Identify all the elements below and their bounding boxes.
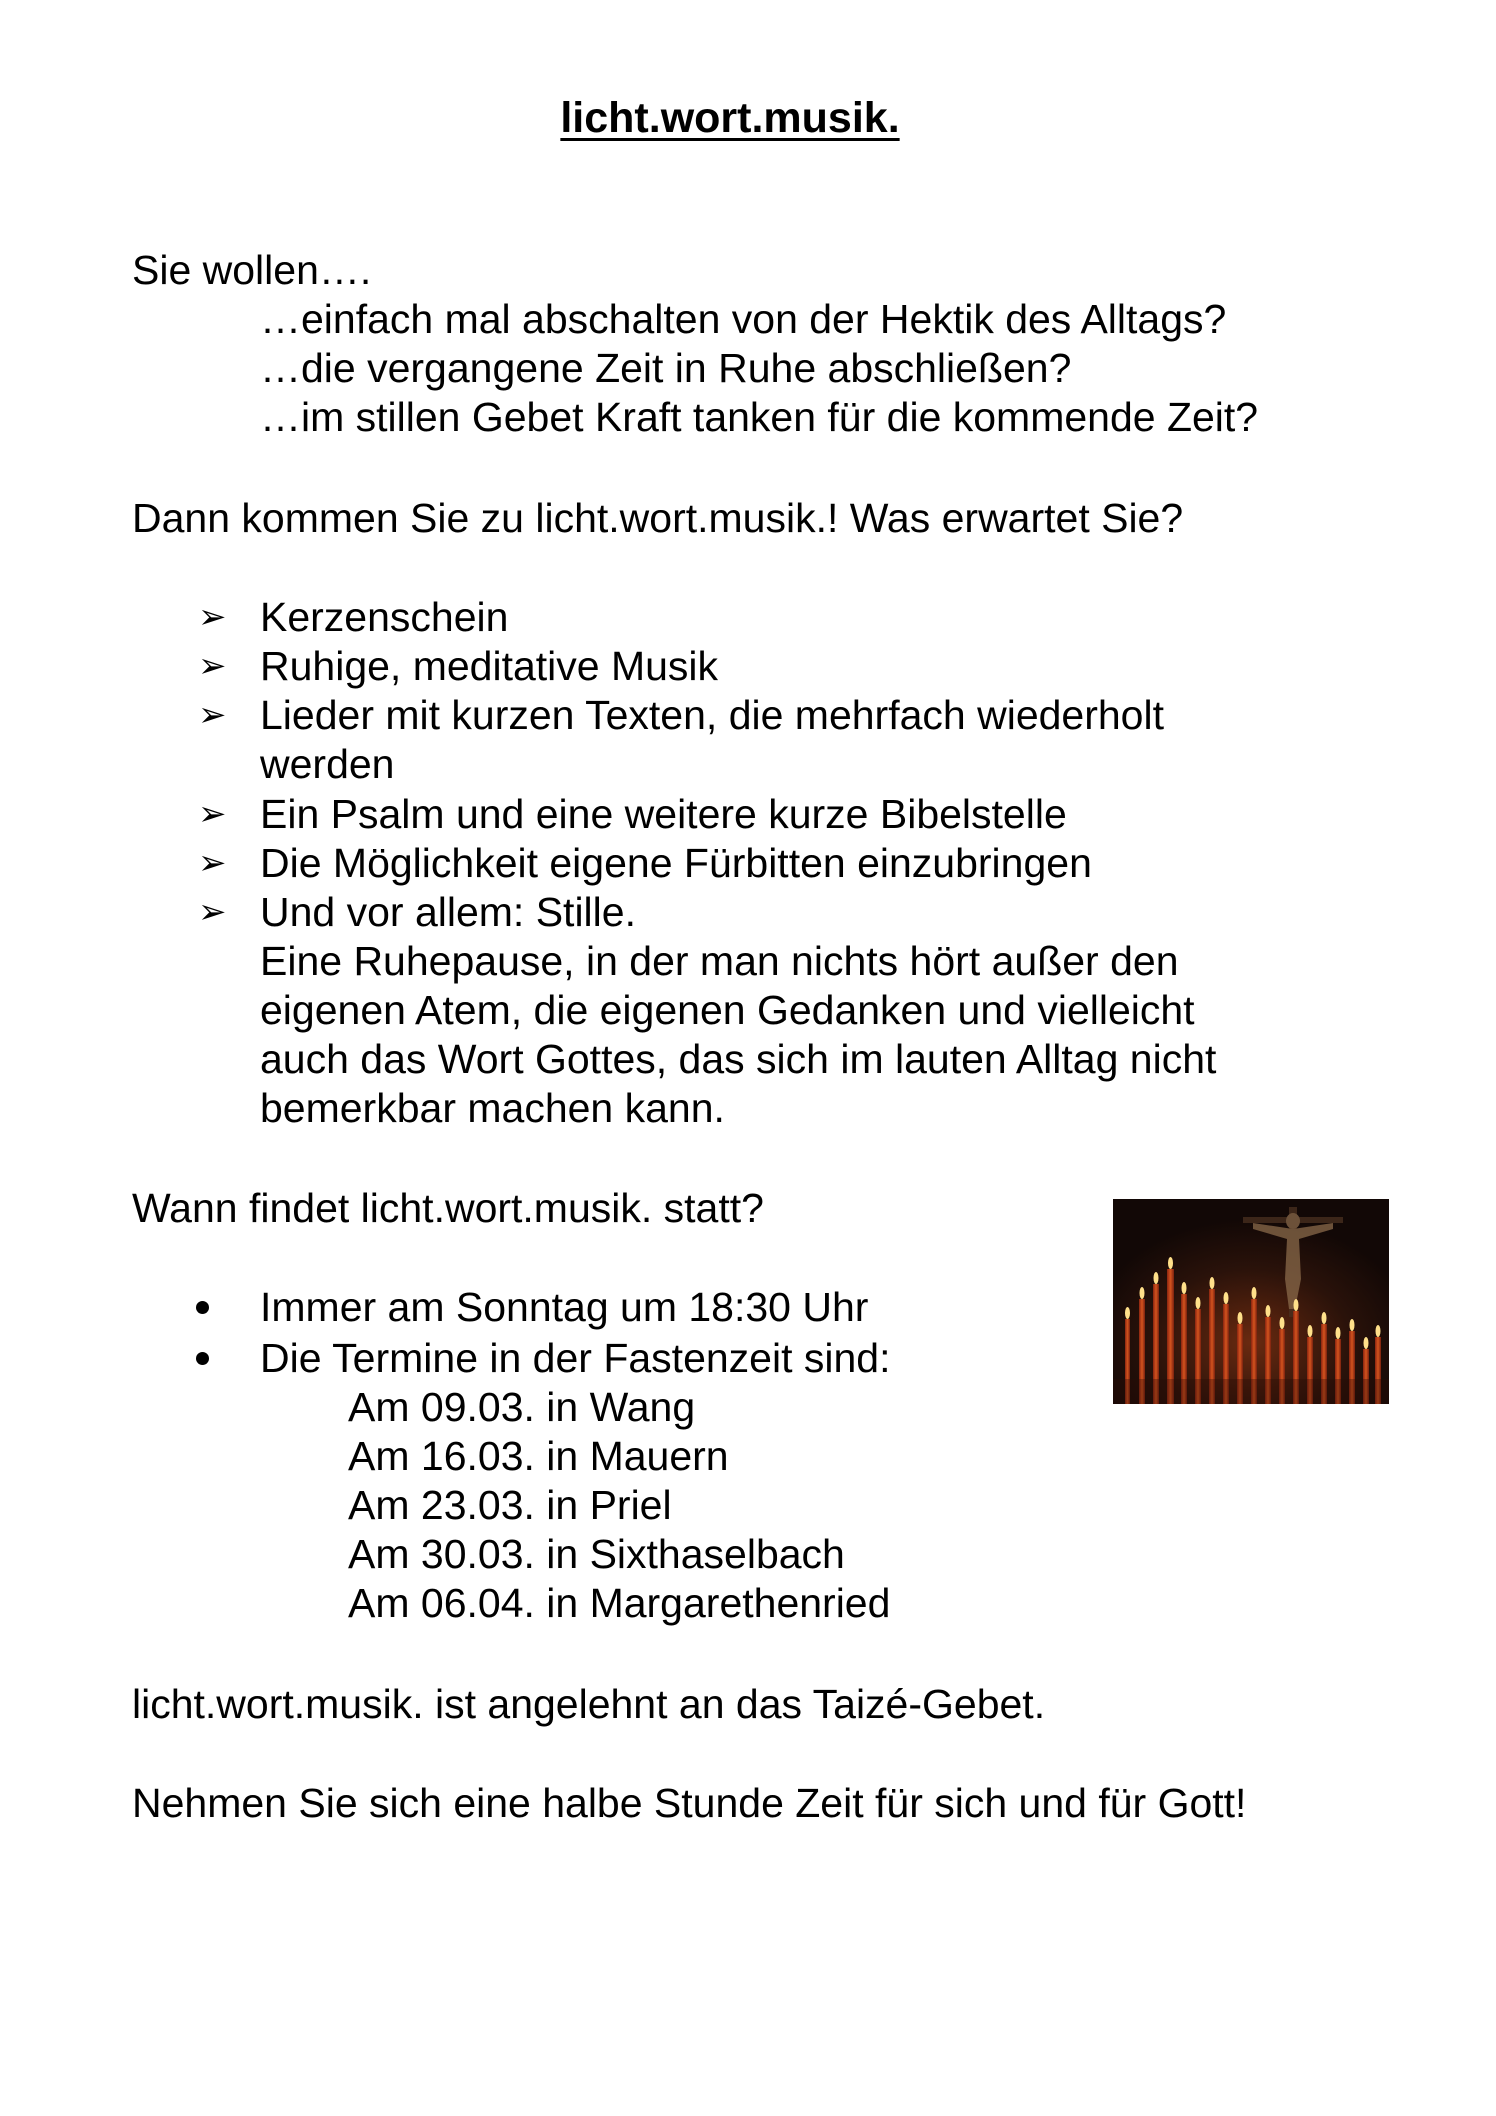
arrow-bullet-icon: ➢: [198, 795, 227, 833]
when-lead: Wann findet licht.wort.musik. statt?: [132, 1185, 764, 1231]
intro-lead: Sie wollen….: [132, 247, 372, 293]
intro-question: …im stillen Gebet Kraft tanken für die kommende Zeit?: [260, 394, 1259, 440]
arrow-bullet-icon: ➢: [198, 647, 227, 685]
page-title: licht.wort.musik.: [560, 94, 900, 142]
date-entry: Am 06.04. in Margarethenried: [348, 1580, 891, 1626]
expect-item: Ruhige, meditative Musik: [260, 643, 719, 689]
candles-crucifix-photo: [1113, 1199, 1389, 1404]
arrow-bullet-icon: ➢: [198, 893, 227, 931]
date-entry: Am 23.03. in Priel: [348, 1482, 672, 1528]
arrow-bullet-icon: ➢: [198, 844, 227, 882]
expect-item: Kerzenschein: [260, 594, 509, 640]
expect-item: Die Möglichkeit eigene Fürbitten einzubringen: [260, 840, 1092, 886]
expect-item: Und vor allem: Stille.: [260, 889, 636, 935]
bullet-dot-icon: [196, 1352, 209, 1365]
date-entry: Am 16.03. in Mauern: [348, 1433, 729, 1479]
candles-icon: [1113, 1199, 1389, 1404]
bullet-dot-icon: [196, 1301, 209, 1314]
expect-item: Ein Psalm und eine weitere kurze Bibelstelle: [260, 791, 1067, 837]
arrow-bullet-icon: ➢: [198, 598, 227, 636]
intro-question: …die vergangene Zeit in Ruhe abschließen?: [260, 345, 1072, 391]
when-item: Die Termine in der Fastenzeit sind:: [260, 1335, 891, 1381]
arrow-bullet-icon: ➢: [198, 696, 227, 734]
intro-question: …einfach mal abschalten von der Hektik des Alltags?: [260, 296, 1227, 342]
expect-item-continued: werden: [260, 741, 395, 787]
expect-item-continued: bemerkbar machen kann.: [260, 1085, 725, 1131]
expect-item-continued: auch das Wort Gottes, das sich im lauten Alltag nicht: [260, 1036, 1217, 1082]
when-item: Immer am Sonntag um 18:30 Uhr: [260, 1284, 869, 1330]
expect-item-continued: Eine Ruhepause, in der man nichts hört außer den: [260, 938, 1179, 984]
expect-lead: Dann kommen Sie zu licht.wort.musik.! Was erwartet Sie?: [132, 495, 1184, 541]
date-entry: Am 09.03. in Wang: [348, 1384, 696, 1430]
expect-item: Lieder mit kurzen Texten, die mehrfach wiederholt: [260, 692, 1164, 738]
taize-note: licht.wort.musik. ist angelehnt an das Taizé-Gebet.: [132, 1681, 1046, 1727]
date-entry: Am 30.03. in Sixthaselbach: [348, 1531, 845, 1577]
expect-item-continued: eigenen Atem, die eigenen Gedanken und vielleicht: [260, 987, 1195, 1033]
closing-line: Nehmen Sie sich eine halbe Stunde Zeit für sich und für Gott!: [132, 1780, 1247, 1826]
